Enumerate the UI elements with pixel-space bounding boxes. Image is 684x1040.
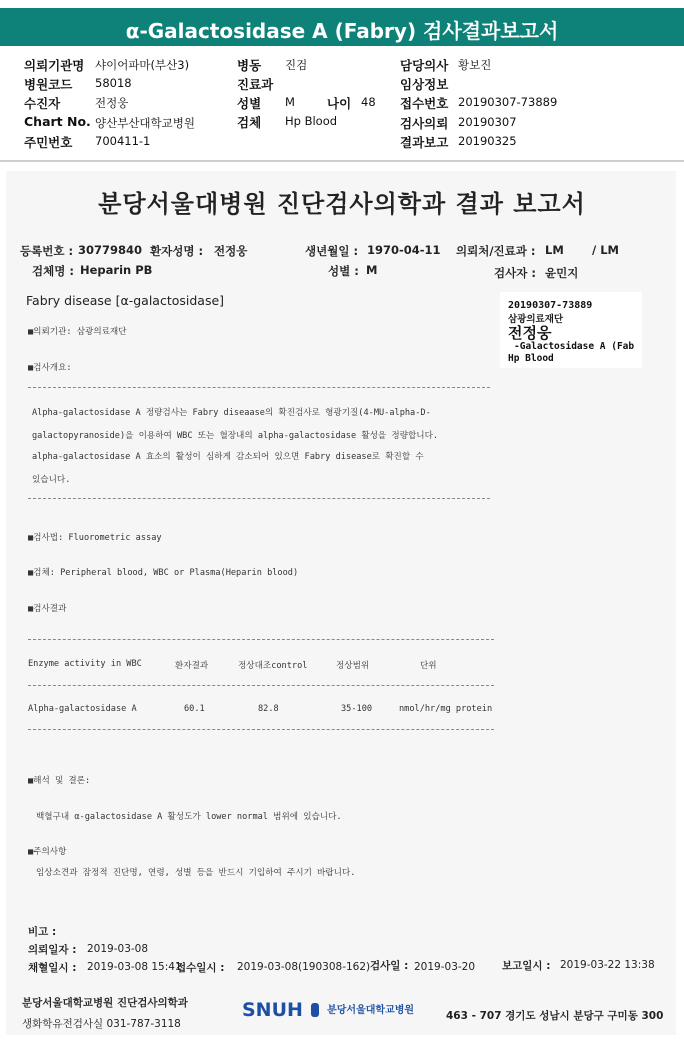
table-cell: nmol/hr/mg protein	[399, 704, 493, 714]
snuh-emblem-icon	[311, 1003, 319, 1017]
sample-label-test: -Galactosidase A (Fab	[514, 341, 635, 352]
report-title-bar	[0, 8, 684, 46]
specimen-label: 검체명 :	[32, 264, 74, 278]
table-cell: 82.8	[258, 704, 279, 714]
hdr-label-ward: 병동	[237, 58, 262, 73]
table-header: 정상대조control	[238, 661, 308, 671]
sample-label-patient: 전정웅	[508, 324, 552, 342]
snuh-logo	[242, 999, 414, 1021]
hdr-value-chart-no: 양산부산대학교병원	[95, 116, 195, 130]
header-divider	[0, 160, 684, 162]
divider	[28, 387, 490, 388]
hdr-label-resident-no: 주민번호	[24, 135, 73, 150]
hdr-label-request-date: 검사의뢰	[400, 116, 449, 131]
hdr-value-sex: M	[285, 95, 295, 109]
dept-label: 의뢰처/진료과 :	[456, 244, 536, 258]
hdr-label-sex: 성별	[237, 96, 262, 111]
table-header: 환자결과	[175, 661, 209, 671]
hdr-label-institution: 의뢰기관명	[24, 58, 85, 73]
notes-text: 임상소견과 잠정적 진단명, 연령, 성별 등을 반드시 기입하여 주시기 바랍니다.	[36, 868, 356, 878]
test-name: Fabry disease [α-galactosidase]	[26, 293, 225, 308]
report-time-label: 보고일시 :	[502, 960, 551, 972]
overview-line-3: alpha-galactosidase A 효소의 활성이 심하게 감소되어 있으면 Fabry disease로 확진할 수	[32, 452, 424, 462]
remarks-label: 비고 :	[28, 926, 57, 938]
dept-value: LM	[545, 243, 564, 257]
divider	[28, 729, 494, 730]
hdr-value-specimen: Hp Blood	[285, 114, 338, 128]
receive-time-value: 2019-03-08(190308-162)	[237, 961, 371, 973]
collect-time-value: 2019-03-08 15:41	[87, 961, 182, 973]
hdr-value-resident-no: 700411-1	[95, 134, 151, 148]
reg-no-value: 30779840	[78, 243, 143, 257]
interpretation-heading: ■해석 및 결론:	[28, 776, 91, 786]
request-date-label: 의뢰일자 :	[28, 944, 77, 956]
notes-heading: ■주의사항	[28, 847, 67, 857]
hdr-value-report-date: 20190325	[458, 134, 517, 148]
hdr-value-accession-no: 20190307-73889	[458, 95, 558, 109]
dob-label: 생년월일 :	[305, 244, 359, 258]
overview-line-2: galactopyranoside)을 이용하여 WBC 또는 혈장내의 alpha-galactosidase 활성을 정량합니다.	[32, 431, 439, 441]
specimen-line: ■검체: Peripheral blood, WBC or Plasma(Heparin blood)	[28, 568, 299, 578]
test-date-value: 2019-03-20	[414, 961, 476, 973]
report-title: α-Galactosidase A (Fabry) 검사결과보고서	[125, 19, 559, 43]
method-line: ■검사법: Fluorometric assay	[28, 533, 162, 543]
sex-value: M	[366, 263, 378, 277]
receive-time-label: 접수일시 :	[176, 962, 225, 974]
request-date-value: 2019-03-08	[87, 943, 149, 955]
snuh-logo-text: SNUH	[242, 999, 303, 1021]
footer-department: 분당서울대학교병원 진단검사의학과	[22, 997, 188, 1009]
hdr-value-patient: 전정웅	[95, 96, 129, 110]
dept-value-2: / LM	[592, 243, 619, 257]
sample-label-accession: 20190307-73889	[508, 300, 593, 311]
hdr-label-specimen: 검체	[237, 115, 262, 130]
hdr-label-age: 나이	[327, 96, 352, 111]
overview-line-4: 있습니다.	[32, 475, 71, 485]
dob-value: 1970-04-11	[367, 243, 441, 257]
sample-label-lab: 삼광의료재단	[508, 314, 564, 325]
hdr-label-patient: 수진자	[24, 96, 61, 111]
report-time-value: 2019-03-22 13:38	[560, 959, 655, 971]
overview-line-1: Alpha-galactosidase A 정량검사는 Fabry diseaase의 확진검사로 형광기질(4-MU-alpha-D-	[32, 408, 431, 418]
test-date-label: 검사일 :	[370, 960, 409, 972]
divider	[28, 639, 494, 640]
sex-label: 성별 :	[328, 264, 359, 278]
table-header: Enzyme activity in WBC	[28, 659, 142, 669]
specimen-value: Heparin PB	[80, 263, 153, 277]
hdr-value-ward: 진검	[285, 58, 308, 72]
hdr-value-request-date: 20190307	[458, 115, 517, 129]
hdr-label-clinical-info: 임상정보	[400, 77, 449, 92]
examiner-value: 윤민지	[545, 266, 579, 280]
footer-lab-phone: 생화학유전검사실 031-787-3118	[22, 1018, 181, 1030]
snuh-logo-name: 분당서울대학교병원	[327, 1005, 415, 1016]
table-cell: 60.1	[184, 704, 205, 714]
report-heading: 분당서울대병원 진단검사의학과 결과 보고서	[98, 190, 586, 218]
reg-no-label: 등록번호 :	[20, 244, 74, 258]
patient-name-label: 환자성명 :	[150, 244, 204, 258]
institution-line: ■의뢰기관: 삼광의료재단	[28, 327, 127, 337]
table-cell: Alpha-galactosidase A	[28, 704, 137, 714]
examiner-label: 검사자 :	[494, 266, 536, 280]
hdr-label-chart-no: Chart No.	[24, 114, 91, 129]
divider	[28, 498, 490, 499]
interpretation-text: 백혈구내 α-galactosidase A 활성도가 lower normal 범위에 있습니다.	[36, 812, 342, 822]
overview-heading: ■검사개요:	[28, 363, 72, 373]
hdr-label-accession-no: 접수번호	[400, 96, 449, 111]
hdr-value-doctor: 황보진	[458, 58, 492, 72]
hdr-label-department: 진료과	[237, 77, 274, 92]
hdr-value-age: 48	[361, 95, 376, 109]
table-header: 정상범위	[336, 661, 370, 671]
table-cell: 35-100	[341, 704, 373, 714]
sample-label-specimen: Hp Blood	[508, 353, 554, 364]
divider	[28, 685, 494, 686]
hdr-label-doctor: 담당의사	[400, 58, 449, 73]
collect-time-label: 채혈일시 :	[28, 962, 77, 974]
hdr-label-hospital-code: 병원코드	[24, 77, 73, 92]
hdr-value-hospital-code: 58018	[95, 76, 132, 90]
footer-address: 463 - 707 경기도 성남시 분당구 구미동 300	[446, 1010, 664, 1022]
hdr-label-report-date: 결과보고	[400, 135, 449, 150]
patient-name-value: 전정웅	[214, 244, 248, 258]
hdr-value-institution: 샤이어파마(부산3)	[95, 58, 190, 72]
sample-label	[500, 292, 642, 368]
results-heading: ■검사결과	[28, 604, 67, 614]
table-header: 단위	[420, 661, 437, 671]
